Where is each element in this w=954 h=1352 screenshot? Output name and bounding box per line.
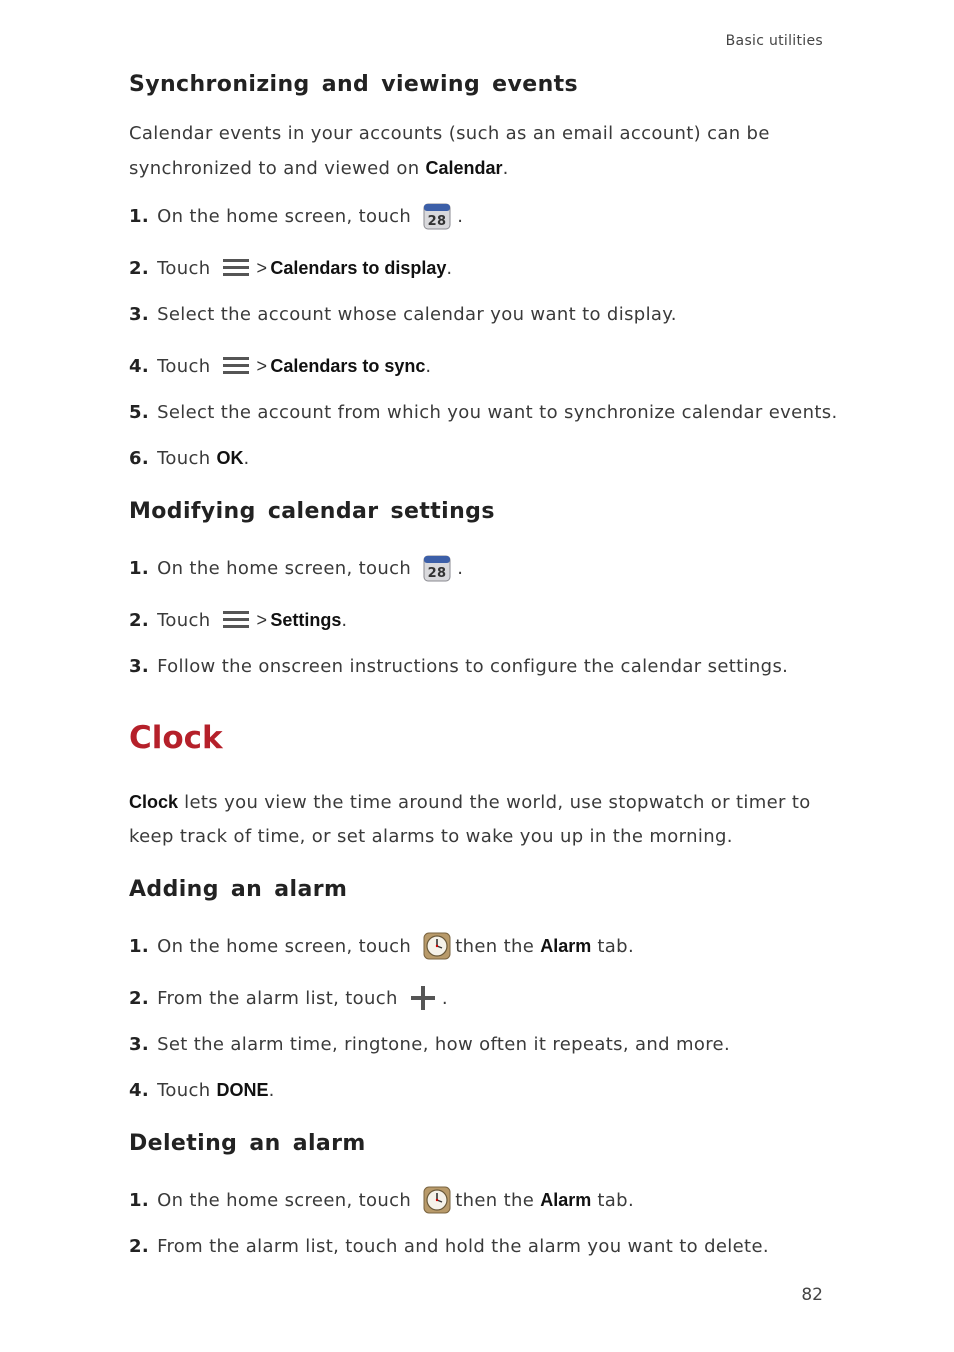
menu-icon[interactable]: [222, 355, 250, 377]
add-alarm-step-3: [129, 1029, 730, 1059]
menu-option-calendars-to-display[interactable]: Calendars to display: [270, 257, 447, 278]
step-text: On the home screen, touch: [157, 1189, 412, 1211]
clock-intro-paragraph: [129, 785, 829, 854]
step-number: 3.: [129, 1033, 150, 1055]
step-text: From the alarm list, touch: [157, 987, 398, 1009]
step-text: Set the alarm time, ringtone, how often it repeats, and more.: [157, 1033, 731, 1055]
menu-icon[interactable]: [222, 609, 250, 631]
ok-button-label[interactable]: OK: [216, 447, 244, 468]
sync-step-3: [129, 299, 677, 329]
menu-separator: >: [256, 257, 268, 278]
step-text: On the home screen, touch: [157, 205, 412, 227]
section-heading-add-alarm: Adding an alarm: [129, 877, 348, 902]
step-text: Select the account whose calendar you want to display.: [157, 303, 677, 325]
step-number: 1.: [129, 935, 150, 957]
sync-intro-period: .: [502, 158, 509, 179]
svg-text:28: 28: [427, 214, 447, 229]
step-text: Follow the onscreen instructions to configure the calendar settings.: [157, 655, 789, 677]
menu-separator: >: [256, 355, 268, 376]
step-number: 3.: [129, 303, 150, 325]
step-number: 2.: [129, 257, 150, 279]
step-period: .: [268, 1079, 275, 1101]
menu-separator: >: [256, 609, 268, 630]
page-number: 82: [801, 1285, 823, 1305]
modify-step-2: [129, 605, 347, 635]
plus-icon[interactable]: [410, 985, 436, 1011]
section-heading-delete-alarm: Deleting an alarm: [129, 1131, 366, 1156]
sync-step-4: [129, 351, 432, 381]
menu-option-settings[interactable]: Settings: [270, 609, 342, 630]
modify-step-1: [129, 553, 463, 583]
sync-intro-app-name: Calendar: [425, 158, 503, 178]
sync-step-6: [129, 443, 250, 473]
add-alarm-step-4: [129, 1075, 275, 1105]
clock-icon[interactable]: [423, 932, 451, 960]
step-text: On the home screen, touch: [157, 935, 412, 957]
step-text: Touch: [157, 1079, 217, 1101]
menu-icon[interactable]: [222, 257, 250, 279]
step-period: .: [457, 205, 464, 227]
modify-step-3: [129, 651, 788, 681]
add-alarm-step-2: [129, 983, 448, 1013]
step-number: 3.: [129, 655, 150, 677]
delete-alarm-step-2: [129, 1231, 769, 1261]
clock-app-name: Clock: [129, 792, 179, 812]
step-text-end: tab.: [591, 1189, 635, 1211]
sync-step-5: [129, 397, 838, 427]
alarm-tab-label[interactable]: Alarm: [540, 1189, 592, 1210]
step-text: Touch: [157, 355, 211, 377]
step-text: Touch: [157, 447, 217, 469]
step-number: 4.: [129, 1079, 150, 1101]
step-number: 1.: [129, 1189, 150, 1211]
step-number: 5.: [129, 401, 150, 423]
sync-intro-text: Calendar events in your accounts (such as an email account) can be synchronized to and viewed on: [129, 123, 770, 179]
alarm-tab-label[interactable]: Alarm: [540, 935, 592, 956]
sync-intro-paragraph: [129, 117, 829, 186]
step-period: .: [341, 609, 348, 631]
step-number: 2.: [129, 987, 150, 1009]
step-number: 1.: [129, 557, 150, 579]
step-text: On the home screen, touch: [157, 557, 412, 579]
step-period: .: [446, 257, 453, 279]
delete-alarm-step-1: [129, 1185, 634, 1215]
step-text: Touch: [157, 609, 211, 631]
step-text: Touch: [157, 257, 211, 279]
step-text-end: tab.: [591, 935, 635, 957]
step-text: From the alarm list, touch and hold the alarm you want to delete.: [157, 1235, 769, 1257]
step-number: 6.: [129, 447, 150, 469]
section-heading-modify: Modifying calendar settings: [129, 499, 495, 524]
calendar-icon[interactable]: [423, 202, 451, 230]
step-number: 4.: [129, 355, 150, 377]
svg-text:28: 28: [427, 566, 447, 581]
sync-step-2: [129, 253, 453, 283]
step-period: .: [441, 987, 448, 1009]
step-period: .: [425, 355, 432, 377]
step-text-mid: then the: [455, 935, 541, 957]
step-period: .: [243, 447, 250, 469]
done-button-label[interactable]: DONE: [216, 1079, 269, 1100]
menu-option-calendars-to-sync[interactable]: Calendars to sync: [270, 355, 426, 376]
running-header: Basic utilities: [725, 33, 823, 49]
section-heading-sync: Synchronizing and viewing events: [129, 72, 579, 97]
sync-step-1: [129, 201, 463, 231]
step-text-mid: then the: [455, 1189, 541, 1211]
step-number: 1.: [129, 205, 150, 227]
step-text: Select the account from which you want to synchronize calendar events.: [157, 401, 838, 423]
calendar-icon[interactable]: [423, 554, 451, 582]
step-number: 2.: [129, 1235, 150, 1257]
chapter-title-clock: Clock: [129, 720, 223, 756]
add-alarm-step-1: [129, 931, 634, 961]
step-period: .: [457, 557, 464, 579]
clock-intro-text: lets you view the time around the world, use stopwatch or timer to keep track of time, or set alarms to wake you up in the morning.: [129, 792, 817, 847]
step-number: 2.: [129, 609, 150, 631]
clock-icon[interactable]: [423, 1186, 451, 1214]
